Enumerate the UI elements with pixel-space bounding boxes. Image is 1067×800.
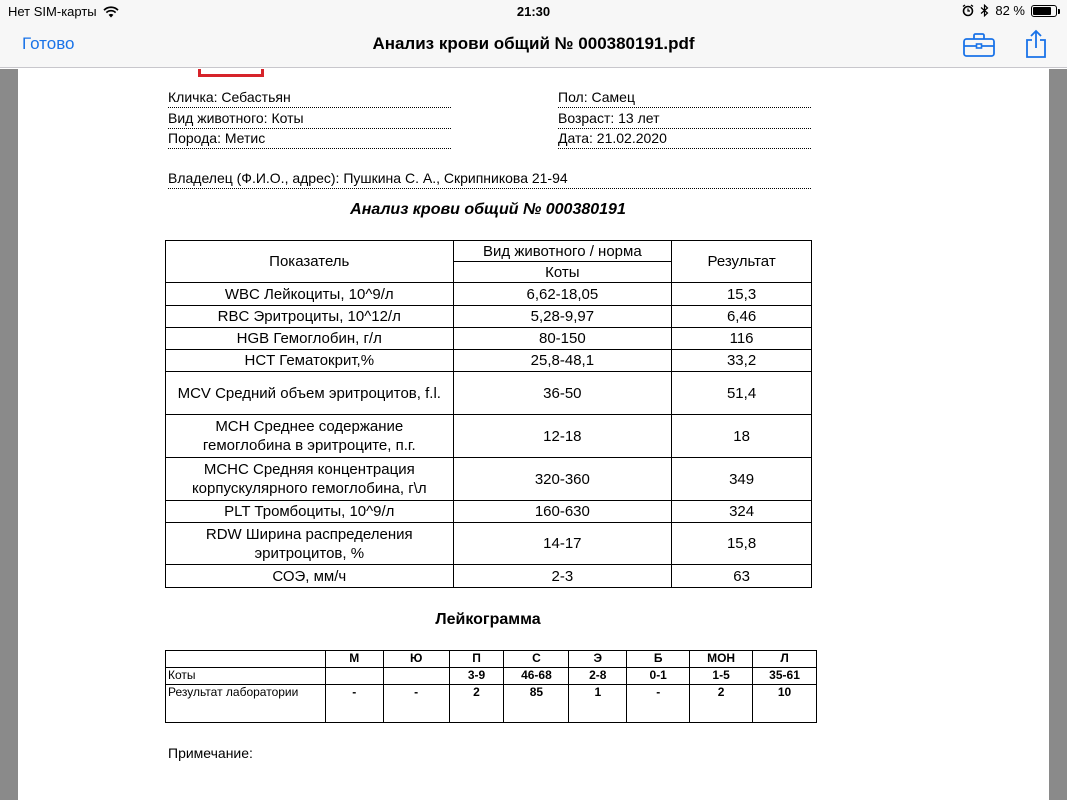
battery-fill — [1033, 7, 1051, 15]
table-row — [166, 415, 812, 458]
leukogram-column-header: Б — [627, 651, 690, 668]
alarm-icon — [962, 4, 974, 17]
battery-icon — [1031, 5, 1057, 17]
norm-value: 320-360 — [453, 458, 672, 501]
leukogram-title: Лейкограмма — [435, 611, 541, 628]
indicator-name: HGB Гемоглобин, г/л — [166, 328, 454, 350]
leukogram-norm-cell — [383, 668, 449, 685]
result-value: 15,8 — [672, 523, 812, 565]
leukogram-result-cell: 85 — [504, 685, 569, 723]
blood-analysis-table — [165, 240, 812, 588]
norm-value: 160-630 — [453, 501, 672, 523]
leukogram-corner-cell — [166, 651, 326, 668]
pet-name-field: Кличка: Себастьян — [168, 88, 451, 108]
battery-percent: 82 % — [995, 3, 1025, 18]
leukogram-result-cell: 2 — [690, 685, 753, 723]
bluetooth-icon — [980, 4, 989, 17]
leukogram-column-header: Ю — [383, 651, 449, 668]
pdf-page — [18, 69, 1049, 800]
norm-value: 25,8-48,1 — [453, 350, 672, 372]
carrier-label: Нет SIM-карты — [8, 4, 97, 19]
leukogram-norm-label: Коты — [166, 668, 326, 685]
indicator-name: MCH Среднее содержание гемоглобина в эритроците, п.г. — [166, 415, 454, 458]
indicator-name: MCV Средний объем эритроцитов, f.l. — [166, 372, 454, 415]
leukogram-norm-row — [166, 668, 817, 685]
leukogram-norm-cell: 1-5 — [690, 668, 753, 685]
result-value: 18 — [672, 415, 812, 458]
leukogram-column-header: Л — [753, 651, 817, 668]
pdf-viewer[interactable] — [0, 69, 1067, 800]
analysis-title: Анализ крови общий № 000380191 — [350, 201, 626, 218]
leukogram-norm-cell: 35-61 — [753, 668, 817, 685]
norm-value: 14-17 — [453, 523, 672, 565]
sex-field: Пол: Самец — [558, 88, 811, 108]
norm-value: 6,62-18,05 — [453, 283, 672, 306]
result-value: 6,46 — [672, 306, 812, 328]
result-value: 116 — [672, 328, 812, 350]
indicator-name: RBC Эритроциты, 10^12/л — [166, 306, 454, 328]
result-value: 324 — [672, 501, 812, 523]
table-header-row — [166, 241, 812, 262]
norm-value: 80-150 — [453, 328, 672, 350]
leukogram-result-cell: 2 — [449, 685, 504, 723]
norm-value: 5,28-9,97 — [453, 306, 672, 328]
leukogram-result-row — [166, 685, 817, 723]
leukogram-norm-cell — [325, 668, 383, 685]
status-right — [962, 3, 1057, 18]
document-title: Анализ крови общий № 000380191.pdf — [372, 34, 695, 53]
norm-value: 12-18 — [453, 415, 672, 458]
date-field: Дата: 21.02.2020 — [558, 129, 811, 149]
result-value: 63 — [672, 565, 812, 588]
leukogram-result-cell: - — [325, 685, 383, 723]
indicator-name: PLT Тромбоциты, 10^9/л — [166, 501, 454, 523]
indicator-name: MCHC Средняя концентрация корпускулярного гемоглобина, г\л — [166, 458, 454, 501]
breed-field: Порода: Метис — [168, 129, 451, 149]
leukogram-norm-cell: 46-68 — [504, 668, 569, 685]
markup-toolbox-icon[interactable] — [962, 32, 996, 58]
header-norm: Вид животного / норма — [453, 241, 672, 262]
leukogram-result-cell: - — [627, 685, 690, 723]
header-norm-species: Коты — [453, 262, 672, 283]
table-row — [166, 565, 812, 588]
indicator-name: HCT Гематокрит,% — [166, 350, 454, 372]
leukogram-result-label: Результат лаборатории — [166, 685, 326, 723]
header-indicator: Показатель — [166, 241, 454, 283]
table-row — [166, 350, 812, 372]
indicator-name: СОЭ, мм/ч — [166, 565, 454, 588]
leukogram-norm-cell: 2-8 — [569, 668, 627, 685]
leukogram-result-cell: 1 — [569, 685, 627, 723]
leukogram-norm-cell: 0-1 — [627, 668, 690, 685]
norm-value: 36-50 — [453, 372, 672, 415]
note-label: Примечание: — [168, 745, 253, 761]
leukogram-header-row — [166, 651, 817, 668]
table-row — [166, 372, 812, 415]
leukogram-column-header: МОН — [690, 651, 753, 668]
status-time: 21:30 — [516, 4, 551, 19]
leukogram-column-header: М — [325, 651, 383, 668]
nav-bar — [0, 22, 1067, 68]
table-row — [166, 328, 812, 350]
leukogram-column-header: С — [504, 651, 569, 668]
leukogram-result-cell: 10 — [753, 685, 817, 723]
table-row — [166, 458, 812, 501]
share-icon[interactable] — [1024, 29, 1048, 59]
leukogram-column-header: Э — [569, 651, 627, 668]
clinic-logo — [198, 69, 264, 77]
result-value: 33,2 — [672, 350, 812, 372]
leukogram-result-cell: - — [383, 685, 449, 723]
leukogram-column-header: П — [449, 651, 504, 668]
done-button[interactable]: Готово — [22, 34, 75, 53]
indicator-name: RDW Ширина распределения эритроцитов, % — [166, 523, 454, 565]
table-row — [166, 283, 812, 306]
status-bar — [0, 0, 1067, 22]
result-value: 15,3 — [672, 283, 812, 306]
leukogram-table — [165, 650, 817, 723]
result-value: 51,4 — [672, 372, 812, 415]
header-result: Результат — [672, 241, 812, 283]
leukogram-norm-cell: 3-9 — [449, 668, 504, 685]
age-field: Возраст: 13 лет — [558, 109, 811, 129]
table-row — [166, 523, 812, 565]
species-field: Вид животного: Коты — [168, 109, 451, 129]
owner-field: Владелец (Ф.И.О., адрес): Пушкина С. А., Скрипникова 21-94 — [168, 169, 811, 189]
norm-value: 2-3 — [453, 565, 672, 588]
table-row — [166, 501, 812, 523]
table-row — [166, 306, 812, 328]
indicator-name: WBC Лейкоциты, 10^9/л — [166, 283, 454, 306]
result-value: 349 — [672, 458, 812, 501]
